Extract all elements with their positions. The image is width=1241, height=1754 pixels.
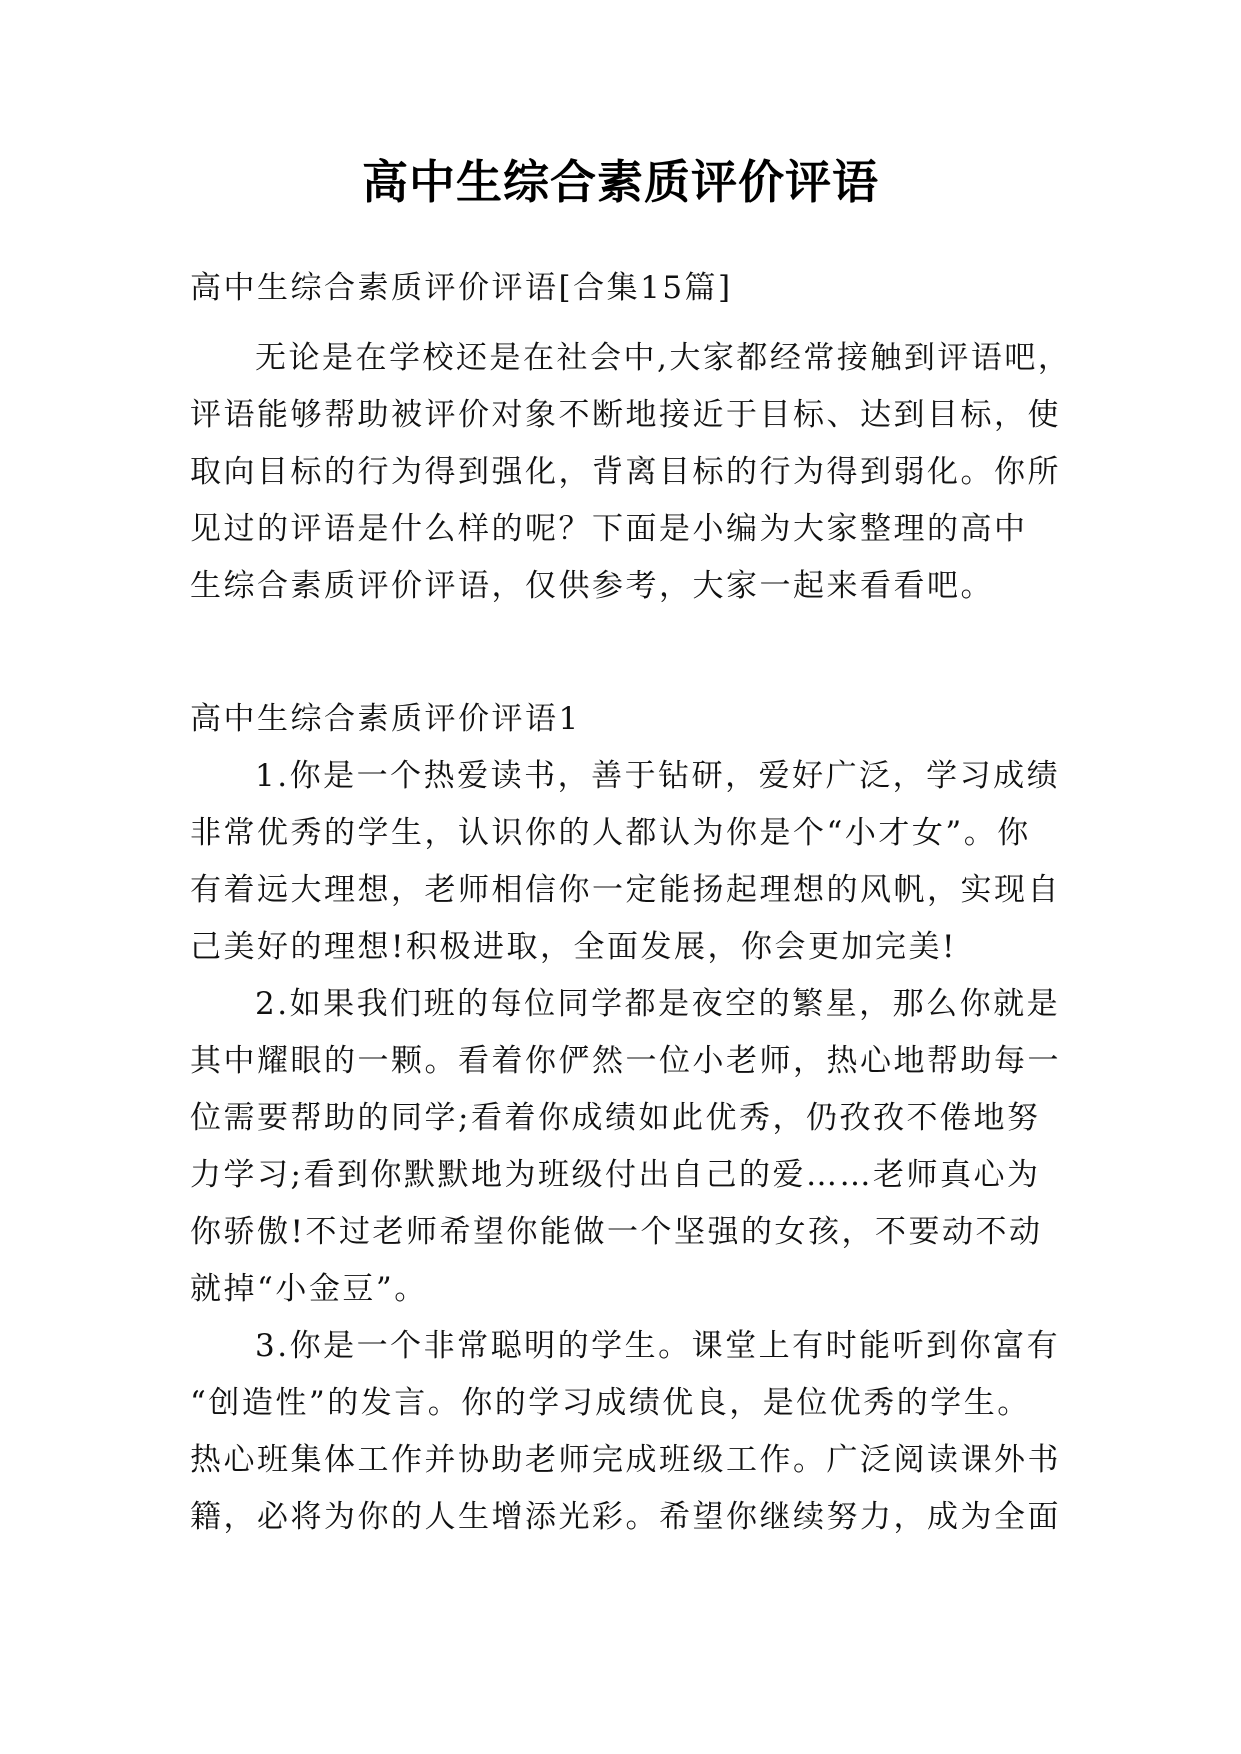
item-line: 力学习;看到你默默地为班级付出自己的爱……老师真心为 [190,1157,1041,1193]
item-line: 就掉“小金豆”。 [190,1271,428,1307]
intro-line: 取向目标的行为得到强化，背离目标的行为得到弱化。你所 [190,454,1061,490]
item-line: 热心班集体工作并协助老师完成班级工作。广泛阅读课外书 [190,1442,1061,1478]
intro-line: 生综合素质评价评语，仅供参考，大家一起来看看吧。 [190,568,994,604]
intro-line: 评语能够帮助被评价对象不断地接近于目标、达到目标，使 [190,397,1061,433]
item-line: 3.你是一个非常聪明的学生。课堂上有时能听到你富有 [255,1328,1061,1364]
item-line: 有着远大理想，老师相信你一定能扬起理想的风帆，实现自 [190,872,1061,908]
item-line: “创造性”的发言。你的学习成绩优良，是位优秀的学生。 [190,1385,1031,1421]
document-subtitle: 高中生综合素质评价评语[合集15篇] [190,270,733,306]
item-line: 非常优秀的学生，认识你的人都认为你是个“小才女”。你 [190,815,1031,851]
item-line: 位需要帮助的同学;看着你成绩如此优秀，仍孜孜不倦地努 [190,1100,1041,1136]
item-line: 其中耀眼的一颗。看着你俨然一位小老师，热心地帮助每一 [190,1043,1061,1079]
item-line: 1.你是一个热爱读书，善于钻研，爱好广泛，学习成绩 [255,758,1061,794]
intro-line: 见过的评语是什么样的呢？下面是小编为大家整理的高中 [190,511,1028,547]
document-title: 高中生综合素质评价评语 [362,155,879,209]
item-line: 2.如果我们班的每位同学都是夜空的繁星，那么你就是 [255,986,1061,1022]
intro-line: 无论是在学校还是在社会中,大家都经常接触到评语吧， [255,340,1072,376]
item-line: 你骄傲!不过老师希望你能做一个坚强的女孩，不要动不动 [190,1214,1043,1250]
section-heading: 高中生综合素质评价评语1 [190,701,581,737]
item-line: 己美好的理想!积极进取，全面发展，你会更加完美! [190,929,957,965]
item-line: 籍，必将为你的人生增添光彩。希望你继续努力，成为全面 [190,1499,1061,1535]
